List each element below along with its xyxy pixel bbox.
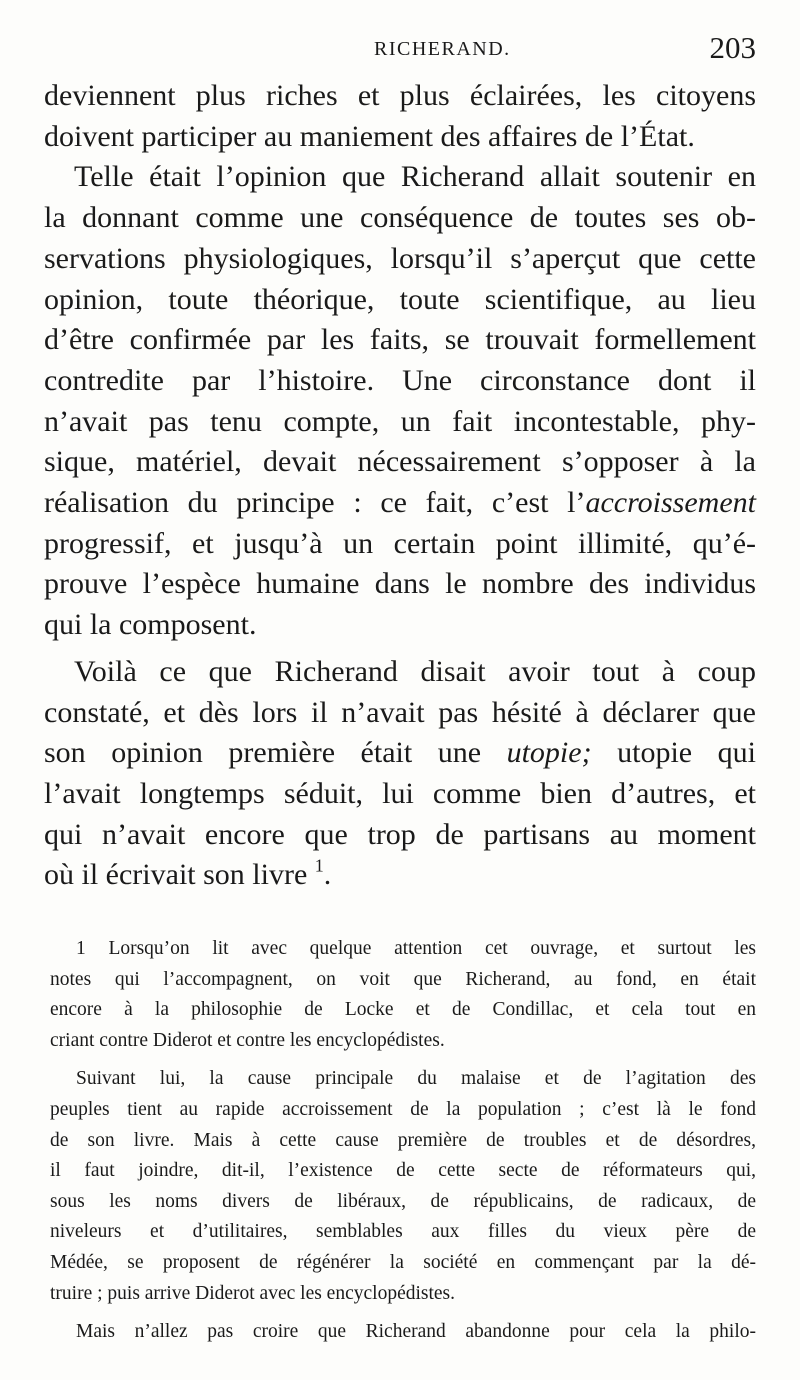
- paragraph: [44, 157, 756, 645]
- footnote-line: encore à la philosophie de Locke et de Condillac, et cela tout en: [50, 999, 756, 1021]
- text-line: constaté, et dès lors il n’avait pas hésité à déclarer que: [44, 695, 756, 729]
- text-run: son opinion première était une: [44, 736, 507, 770]
- footnote-line: Médée, se proposent de régénérer la société en commençant par la dé-: [50, 1251, 756, 1273]
- paragraph: [44, 652, 756, 896]
- footnote-line: de son livre. Mais à cette cause première de troubles et de désordres,: [50, 1129, 756, 1151]
- footnote-line: il faut joindre, dit-il, l’existence de cette secte de réformateurs qui,: [50, 1160, 756, 1182]
- text-line: Voilà ce que Richerand disait avoir tout à coup: [74, 654, 756, 688]
- text-line: Telle était l’opinion que Richerand allait soutenir en: [74, 160, 756, 194]
- text-run: utopie qui: [591, 736, 756, 770]
- footnote-line: [50, 934, 756, 965]
- text-line: l’avait longtemps séduit, lui comme bien d’autres, et: [44, 776, 756, 810]
- footnote-paragraph: [50, 1317, 756, 1348]
- footnote-line: peuples tient au rapide accroissement de la population ; c’est là le fond: [50, 1098, 756, 1120]
- page-header: [44, 30, 756, 72]
- text-line: n’avait pas tenu compte, un fait incontestable, phy-: [44, 404, 756, 438]
- footnote-line: criant contre Diderot et contre les encyclopédistes.: [50, 1029, 445, 1051]
- footnote-marker: 1: [76, 938, 86, 959]
- text-run: réalisation du principe : ce fait, c’est l’: [44, 486, 586, 520]
- main-text: [44, 76, 756, 896]
- text-line: prouve l’espèce humaine dans le nombre des individus: [44, 567, 756, 601]
- text-line: deviennent plus riches et plus éclairées, les citoyens: [44, 79, 756, 112]
- footnote-line: sous les noms divers de libéraux, de républicains, de radicaux, de: [50, 1190, 756, 1212]
- text-line: progressif, et jusqu’à un certain point illimité, qu’é-: [44, 526, 756, 560]
- footnote-paragraph: [50, 934, 756, 1056]
- italic-term: utopie;: [506, 736, 592, 770]
- footnote-line: Suivant lui, la cause principale du malaise et de l’agitation des: [76, 1068, 756, 1090]
- page-number: 203: [709, 30, 756, 65]
- footnote-paragraph: [50, 1064, 756, 1309]
- text-line: contredite par l’histoire. Une circonstance dont il: [44, 363, 756, 397]
- text-line: la donnant comme une conséquence de toutes ses ob-: [44, 201, 756, 235]
- footnotes: [50, 934, 756, 1348]
- text-line: doivent participer au maniement des affaires de l’État.: [44, 119, 695, 153]
- text-run: Lorsqu’on lit avec quelque attention cet ouvrage, et surtout les: [108, 938, 756, 959]
- text-line: qui n’avait encore que trop de partisans au moment: [44, 817, 756, 851]
- text-line: servations physiologiques, lorsqu’il s’aperçut que cette: [44, 241, 756, 275]
- text-line: qui la composent.: [44, 608, 257, 642]
- running-head: RICHERAND.: [374, 38, 511, 60]
- italic-term: accroissement: [585, 486, 756, 520]
- text-run: .: [323, 858, 332, 892]
- text-run: où il écrivait son livre: [44, 858, 308, 892]
- footnote-line: niveleurs et d’utilitaires, semblables aux filles du vieux père de: [50, 1221, 756, 1243]
- text-line: sique, matériel, devait nécessairement s’opposer à la: [44, 445, 756, 479]
- footnote-line: Mais n’allez pas croire que Richerand abandonne pour cela la philo-: [76, 1321, 756, 1343]
- footnote-line: notes qui l’accompagnent, on voit que Richerand, au fond, en était: [50, 968, 756, 990]
- footnote-reference: 1: [314, 855, 324, 876]
- paragraph-continued: [44, 76, 756, 157]
- footnote-line: truire ; puis arrive Diderot avec les encyclopédistes.: [50, 1282, 456, 1304]
- text-line: opinion, toute théorique, toute scientifique, au lieu: [44, 282, 756, 316]
- text-line: [44, 483, 756, 524]
- text-line: [44, 733, 756, 774]
- text-line: d’être confirmée par les faits, se trouvait formellement: [44, 323, 756, 357]
- text-line: [44, 855, 756, 896]
